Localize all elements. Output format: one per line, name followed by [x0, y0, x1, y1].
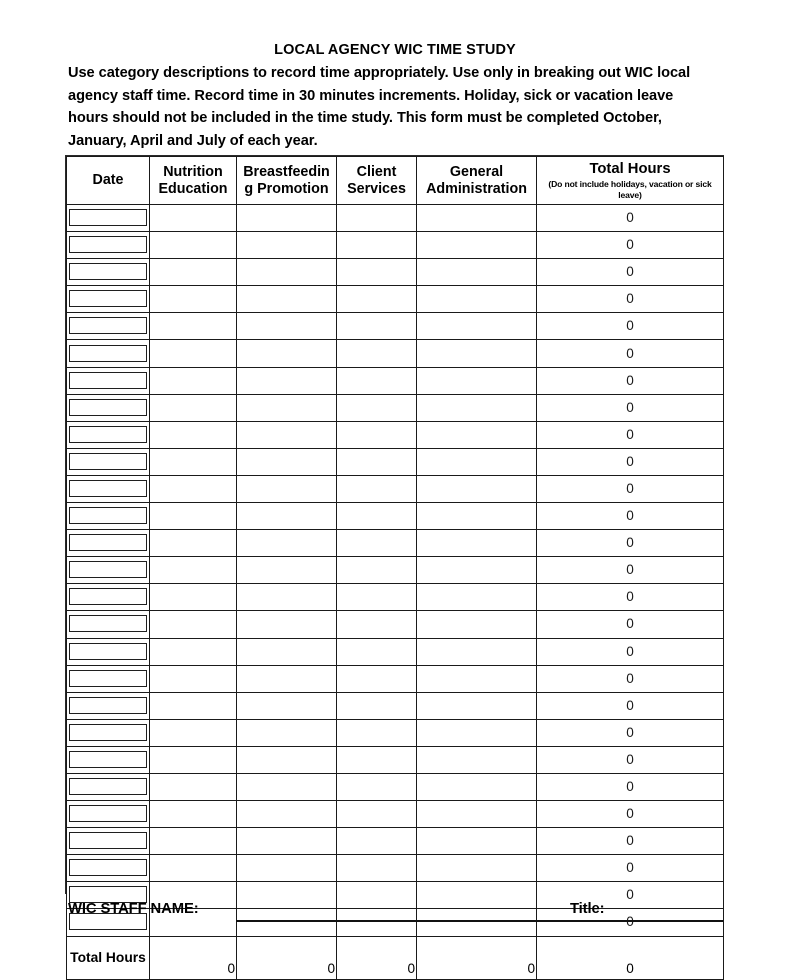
- table-row: [67, 313, 724, 340]
- totals-breastfeeding-promotion: 0: [237, 936, 337, 979]
- date-input[interactable]: [69, 236, 147, 253]
- cell-nutrition-education[interactable]: [150, 367, 237, 394]
- cell-total-hours: 0: [537, 665, 724, 692]
- cell-nutrition-education[interactable]: [150, 232, 237, 259]
- cell-general-administration[interactable]: [417, 638, 537, 665]
- cell-client-services[interactable]: [337, 692, 417, 719]
- cell-total-hours: 0: [537, 773, 724, 800]
- cell-client-services[interactable]: [337, 313, 417, 340]
- cell-client-services[interactable]: [337, 503, 417, 530]
- cell-general-administration[interactable]: [417, 584, 537, 611]
- cell-breastfeeding-promotion[interactable]: [237, 367, 337, 394]
- cell-nutrition-education[interactable]: [150, 638, 237, 665]
- cell-total-hours: 0: [537, 232, 724, 259]
- cell-total-hours: 0: [537, 746, 724, 773]
- cell-date[interactable]: [67, 259, 150, 286]
- date-input[interactable]: [69, 453, 147, 470]
- cell-client-services[interactable]: [337, 638, 417, 665]
- table-row: [67, 773, 724, 800]
- cell-breastfeeding-promotion[interactable]: [237, 746, 337, 773]
- cell-nutrition-education[interactable]: [150, 421, 237, 448]
- table-row: [67, 557, 724, 584]
- table-row: [67, 692, 724, 719]
- cell-date[interactable]: [67, 584, 150, 611]
- cell-general-administration[interactable]: [417, 665, 537, 692]
- table-row: [67, 638, 724, 665]
- cell-date[interactable]: [67, 530, 150, 557]
- total-hours-title: Total Hours: [589, 161, 671, 177]
- cell-client-services[interactable]: [337, 611, 417, 638]
- table-row: [67, 367, 724, 394]
- cell-total-hours: 0: [537, 882, 724, 909]
- date-input[interactable]: [69, 345, 147, 362]
- cell-general-administration[interactable]: [417, 855, 537, 882]
- cell-nutrition-education[interactable]: [150, 801, 237, 828]
- time-study-table: [66, 156, 724, 980]
- cell-general-administration[interactable]: [417, 205, 537, 232]
- column-header-date: Date: [67, 157, 150, 205]
- cell-nutrition-education[interactable]: [150, 530, 237, 557]
- cell-general-administration[interactable]: [417, 828, 537, 855]
- cell-date[interactable]: [67, 801, 150, 828]
- cell-nutrition-education[interactable]: [150, 557, 237, 584]
- cell-nutrition-education[interactable]: [150, 611, 237, 638]
- table-body: [67, 205, 724, 937]
- date-input[interactable]: [69, 670, 147, 687]
- signature-line[interactable]: [236, 920, 723, 922]
- cell-date[interactable]: [67, 367, 150, 394]
- table-header-row: [67, 157, 724, 205]
- date-input[interactable]: [69, 588, 147, 605]
- table-row: [67, 448, 724, 475]
- cell-date[interactable]: [67, 394, 150, 421]
- cell-client-services[interactable]: [337, 746, 417, 773]
- cell-date[interactable]: [67, 855, 150, 882]
- cell-total-hours: 0: [537, 719, 724, 746]
- cell-nutrition-education[interactable]: [150, 313, 237, 340]
- cell-total-hours: 0: [537, 503, 724, 530]
- cell-nutrition-education[interactable]: [150, 259, 237, 286]
- instructions-text: Use category descriptions to record time appropriately. Use only in breaking out WIC local agency staff time. Record time in 30 minutes increments. Holiday, sick or vacation leave hours should not be included in the time study. This form must be completed October, January, April and July of each year.: [68, 65, 691, 149]
- date-input[interactable]: [69, 480, 147, 497]
- totals-general-administration: 0: [417, 936, 537, 979]
- cell-total-hours: 0: [537, 611, 724, 638]
- cell-client-services[interactable]: [337, 259, 417, 286]
- cell-total-hours: 0: [537, 828, 724, 855]
- cell-nutrition-education[interactable]: [150, 773, 237, 800]
- cell-general-administration[interactable]: [417, 286, 537, 313]
- column-header-breastfeeding-promotion: Breastfeedin g Promotion: [237, 157, 337, 205]
- cell-nutrition-education[interactable]: [150, 394, 237, 421]
- cell-total-hours: 0: [537, 286, 724, 313]
- column-header-nutrition-education: Nutrition Education: [150, 157, 237, 205]
- date-input[interactable]: [69, 697, 147, 714]
- cell-general-administration[interactable]: [417, 259, 537, 286]
- cell-date[interactable]: [67, 692, 150, 719]
- cell-nutrition-education[interactable]: [150, 448, 237, 475]
- cell-breastfeeding-promotion[interactable]: [237, 530, 337, 557]
- cell-client-services[interactable]: [337, 448, 417, 475]
- cell-client-services[interactable]: [337, 205, 417, 232]
- cell-client-services[interactable]: [337, 367, 417, 394]
- cell-date[interactable]: [67, 205, 150, 232]
- cell-total-hours: 0: [537, 340, 724, 367]
- cell-breastfeeding-promotion[interactable]: [237, 475, 337, 502]
- table-row: [67, 232, 724, 259]
- cell-breastfeeding-promotion[interactable]: [237, 259, 337, 286]
- totals-client-services: 0: [337, 936, 417, 979]
- cell-general-administration[interactable]: [417, 746, 537, 773]
- totals-row-label: Total Hours: [67, 936, 150, 979]
- date-input[interactable]: [69, 859, 147, 876]
- table-row: [67, 611, 724, 638]
- cell-general-administration[interactable]: [417, 313, 537, 340]
- table-row: [67, 340, 724, 367]
- cell-nutrition-education[interactable]: [150, 340, 237, 367]
- cell-client-services[interactable]: [337, 530, 417, 557]
- cell-general-administration[interactable]: [417, 367, 537, 394]
- cell-client-services[interactable]: [337, 340, 417, 367]
- cell-date[interactable]: [67, 340, 150, 367]
- wic-staff-name-label: WIC STAFF NAME:: [68, 901, 199, 917]
- cell-date[interactable]: [67, 773, 150, 800]
- cell-nutrition-education[interactable]: [150, 286, 237, 313]
- date-input[interactable]: [69, 507, 147, 524]
- cell-nutrition-education[interactable]: [150, 205, 237, 232]
- cell-total-hours: 0: [537, 475, 724, 502]
- page-title: LOCAL AGENCY WIC TIME STUDY: [274, 42, 516, 58]
- cell-client-services[interactable]: [337, 286, 417, 313]
- cell-general-administration[interactable]: [417, 340, 537, 367]
- cell-nutrition-education[interactable]: [150, 584, 237, 611]
- date-input[interactable]: [69, 426, 147, 443]
- cell-breastfeeding-promotion[interactable]: [237, 801, 337, 828]
- cell-breastfeeding-promotion[interactable]: [237, 584, 337, 611]
- cell-total-hours: 0: [537, 692, 724, 719]
- cell-general-administration[interactable]: [417, 719, 537, 746]
- cell-nutrition-education[interactable]: [150, 665, 237, 692]
- cell-nutrition-education[interactable]: [150, 475, 237, 502]
- cell-breastfeeding-promotion[interactable]: [237, 503, 337, 530]
- cell-breastfeeding-promotion[interactable]: [237, 638, 337, 665]
- date-input[interactable]: [69, 534, 147, 551]
- date-input[interactable]: [69, 399, 147, 416]
- table-row: [67, 719, 724, 746]
- cell-date[interactable]: [67, 828, 150, 855]
- cell-client-services[interactable]: [337, 828, 417, 855]
- cell-date[interactable]: [67, 503, 150, 530]
- cell-general-administration[interactable]: [417, 692, 537, 719]
- date-input[interactable]: [69, 751, 147, 768]
- cell-date[interactable]: [67, 286, 150, 313]
- table-row: [67, 665, 724, 692]
- cell-breastfeeding-promotion[interactable]: [237, 719, 337, 746]
- date-input[interactable]: [69, 643, 147, 660]
- table-row: [67, 530, 724, 557]
- cell-date[interactable]: [67, 475, 150, 502]
- total-hours-note: (Do not include holidays, vacation or sick leave): [548, 179, 712, 200]
- cell-date[interactable]: [67, 232, 150, 259]
- column-header-general-administration: General Administration: [417, 157, 537, 205]
- cell-total-hours: 0: [537, 584, 724, 611]
- cell-total-hours: 0: [537, 801, 724, 828]
- cell-breastfeeding-promotion[interactable]: [237, 828, 337, 855]
- table-row: [67, 394, 724, 421]
- cell-date[interactable]: [67, 557, 150, 584]
- cell-date[interactable]: [67, 448, 150, 475]
- cell-breastfeeding-promotion[interactable]: [237, 773, 337, 800]
- cell-date[interactable]: [67, 665, 150, 692]
- cell-general-administration[interactable]: [417, 232, 537, 259]
- cell-breastfeeding-promotion[interactable]: [237, 665, 337, 692]
- cell-general-administration[interactable]: [417, 611, 537, 638]
- column-header-client-services: Client Services: [337, 157, 417, 205]
- cell-client-services[interactable]: [337, 719, 417, 746]
- cell-general-administration[interactable]: [417, 475, 537, 502]
- cell-client-services[interactable]: [337, 855, 417, 882]
- date-input[interactable]: [69, 778, 147, 795]
- cell-client-services[interactable]: [337, 557, 417, 584]
- cell-client-services[interactable]: [337, 232, 417, 259]
- table-row: [67, 801, 724, 828]
- cell-date[interactable]: [67, 638, 150, 665]
- cell-total-hours: 0: [537, 367, 724, 394]
- column-header-total-hours: [537, 157, 724, 205]
- cell-breastfeeding-promotion[interactable]: [237, 611, 337, 638]
- cell-nutrition-education[interactable]: [150, 746, 237, 773]
- totals-total-hours: 0: [537, 936, 724, 979]
- cell-breastfeeding-promotion[interactable]: [237, 421, 337, 448]
- cell-total-hours: 0: [537, 394, 724, 421]
- table-row: [67, 855, 724, 882]
- cell-nutrition-education[interactable]: [150, 855, 237, 882]
- signature-footer: [0, 898, 790, 938]
- cell-date[interactable]: [67, 719, 150, 746]
- cell-client-services[interactable]: [337, 801, 417, 828]
- cell-general-administration[interactable]: [417, 773, 537, 800]
- cell-total-hours: 0: [537, 421, 724, 448]
- cell-general-administration[interactable]: [417, 557, 537, 584]
- cell-general-administration[interactable]: [417, 503, 537, 530]
- cell-nutrition-education[interactable]: [150, 828, 237, 855]
- table-row: [67, 503, 724, 530]
- cell-breastfeeding-promotion[interactable]: [237, 692, 337, 719]
- cell-breastfeeding-promotion[interactable]: [237, 313, 337, 340]
- cell-client-services[interactable]: [337, 665, 417, 692]
- totals-nutrition-education: 0: [150, 936, 237, 979]
- cell-client-services[interactable]: [337, 421, 417, 448]
- date-input[interactable]: [69, 317, 147, 334]
- cell-date[interactable]: [67, 746, 150, 773]
- cell-breastfeeding-promotion[interactable]: [237, 855, 337, 882]
- cell-general-administration[interactable]: [417, 394, 537, 421]
- cell-client-services[interactable]: [337, 584, 417, 611]
- cell-total-hours: 0: [537, 855, 724, 882]
- table-row: [67, 286, 724, 313]
- cell-total-hours: 0: [537, 557, 724, 584]
- cell-date[interactable]: [67, 611, 150, 638]
- table-row: [67, 421, 724, 448]
- cell-general-administration[interactable]: [417, 530, 537, 557]
- date-input[interactable]: [69, 561, 147, 578]
- cell-date[interactable]: [67, 313, 150, 340]
- cell-nutrition-education[interactable]: [150, 692, 237, 719]
- table-row: [67, 828, 724, 855]
- cell-breastfeeding-promotion[interactable]: [237, 286, 337, 313]
- date-input[interactable]: [69, 209, 147, 226]
- cell-total-hours: 0: [537, 205, 724, 232]
- date-input[interactable]: [69, 290, 147, 307]
- cell-total-hours: 0: [537, 530, 724, 557]
- cell-total-hours: 0: [537, 448, 724, 475]
- date-input[interactable]: [69, 832, 147, 849]
- cell-date[interactable]: [67, 421, 150, 448]
- table-row: [67, 475, 724, 502]
- table-row: [67, 584, 724, 611]
- cell-client-services[interactable]: [337, 475, 417, 502]
- date-input[interactable]: [69, 805, 147, 822]
- cell-breastfeeding-promotion[interactable]: [237, 394, 337, 421]
- cell-total-hours: 0: [537, 909, 724, 936]
- cell-total-hours: 0: [537, 313, 724, 340]
- table-row: [67, 746, 724, 773]
- cell-breastfeeding-promotion[interactable]: [237, 340, 337, 367]
- cell-client-services[interactable]: [337, 394, 417, 421]
- date-input[interactable]: [69, 615, 147, 632]
- table-row: [67, 259, 724, 286]
- date-input[interactable]: [69, 263, 147, 280]
- cell-breastfeeding-promotion[interactable]: [237, 232, 337, 259]
- table-header: [67, 157, 724, 205]
- cell-total-hours: 0: [537, 638, 724, 665]
- table-row: [67, 205, 724, 232]
- cell-client-services[interactable]: [337, 773, 417, 800]
- cell-total-hours: 0: [537, 259, 724, 286]
- cell-general-administration[interactable]: [417, 801, 537, 828]
- title-label: Title:: [570, 901, 605, 917]
- table-footer: [67, 936, 724, 979]
- cell-breastfeeding-promotion[interactable]: [237, 557, 337, 584]
- cell-general-administration[interactable]: [417, 448, 537, 475]
- cell-general-administration[interactable]: [417, 421, 537, 448]
- cell-breastfeeding-promotion[interactable]: [237, 448, 337, 475]
- cell-breastfeeding-promotion[interactable]: [237, 205, 337, 232]
- date-input[interactable]: [69, 724, 147, 741]
- cell-nutrition-education[interactable]: [150, 719, 237, 746]
- cell-nutrition-education[interactable]: [150, 503, 237, 530]
- date-input[interactable]: [69, 372, 147, 389]
- totals-row: [67, 936, 724, 979]
